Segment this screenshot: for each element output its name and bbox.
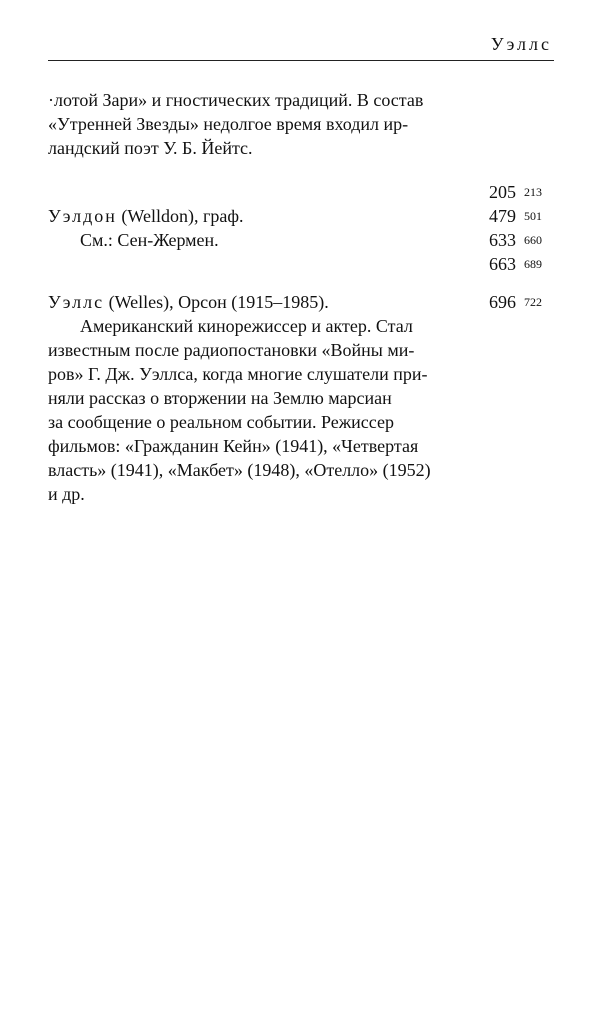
page-ref-top-a: 205 <box>489 182 516 202</box>
entry-welldon-heading <box>48 204 243 228</box>
entry-welles-ref-b: 722 <box>524 295 542 309</box>
entry-welles-line-7: власть» (1941), «Макбет» (1948), «Отелло» (1952) <box>48 460 431 480</box>
entry-welles-rest: (Welles), Орсон (1915–1985). <box>104 292 329 312</box>
entry-welldon-ref-2b: 660 <box>524 233 542 247</box>
entry-welles-line-8: и др. <box>48 484 85 504</box>
entry-welldon-rest: (Welldon), граф. <box>116 206 244 226</box>
entry-welldon-ref-2a: 633 <box>489 230 516 250</box>
entry-welldon-ref-1b: 501 <box>524 209 542 223</box>
header-rule <box>48 60 554 61</box>
entry-welles-line-6: фильмов: «Гражданин Кейн» (1941), «Четвертая <box>48 436 419 456</box>
entry-welles-ref-a: 696 <box>489 292 516 312</box>
continuation-line-1: ·лотой Зари» и гностических традиций. В состав <box>48 90 424 110</box>
entry-welldon-ref-1a: 479 <box>489 206 516 226</box>
entry-welles-line-1: Американский кинорежиссер и актер. Стал <box>80 316 413 336</box>
entry-welldon-ref-3a: 663 <box>489 254 516 274</box>
continuation-line-2: «Утренней Звезды» недолгое время входил ир- <box>48 114 409 134</box>
running-head: Уэллс <box>490 34 552 54</box>
entry-welldon-see-also: См.: Сен-Жермен. <box>80 230 219 250</box>
continuation-line-3: ландский поэт У. Б. Йейтс. <box>48 138 253 158</box>
entry-welldon-name: Уэлдон <box>48 206 117 226</box>
entry-welles-line-5: за сообщение о реальном событии. Режиссер <box>48 412 394 432</box>
entry-welles-line-4: няли рассказ о вторжении на Землю марсиан <box>48 388 392 408</box>
entry-welles-line-3: ров» Г. Дж. Уэллса, когда многие слушатели при- <box>48 364 428 384</box>
entry-welles-line-2: известным после радиопостановки «Войны ми- <box>48 340 415 360</box>
entry-welldon-ref-3b: 689 <box>524 257 542 271</box>
page-ref-top-b: 213 <box>524 185 542 199</box>
entry-welles-name: Уэллс <box>48 292 105 312</box>
entry-welles-heading <box>48 290 329 314</box>
